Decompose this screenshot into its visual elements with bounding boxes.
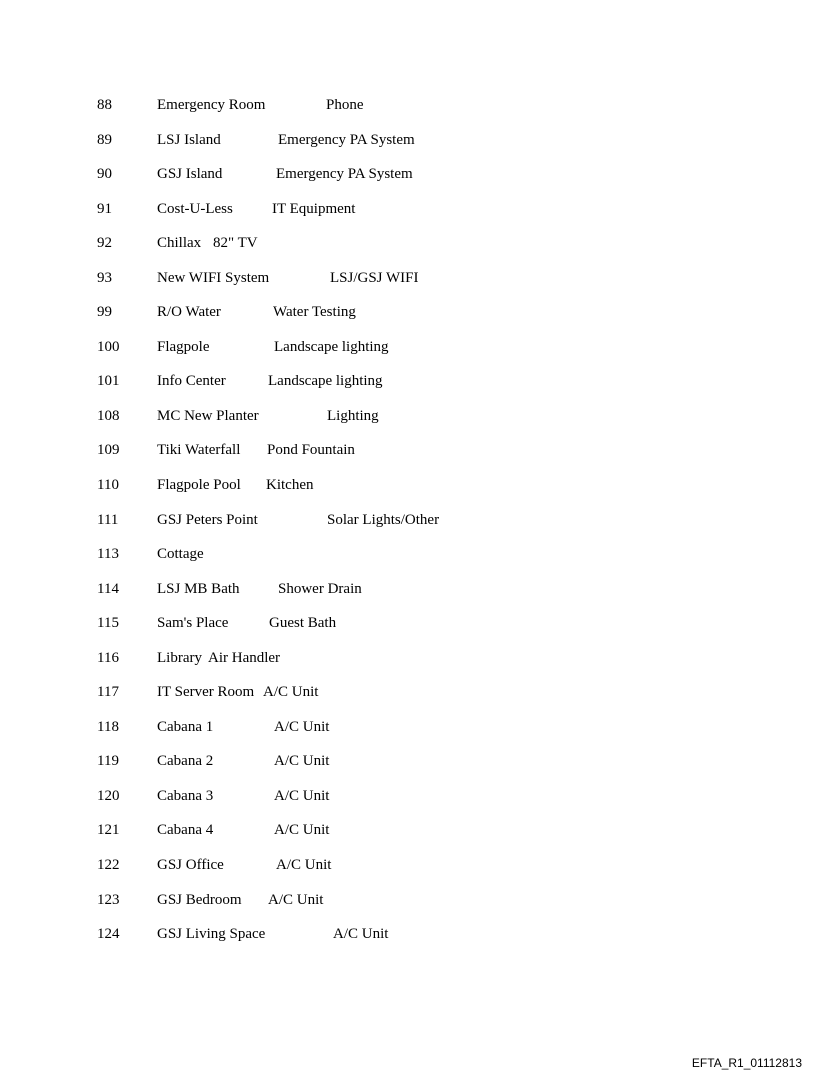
entry-item: Pond Fountain (267, 442, 355, 459)
entry-number: 114 (97, 580, 119, 597)
list-item (0, 613, 816, 648)
entry-item: Guest Bath (269, 615, 337, 632)
entry-number: 88 (97, 97, 112, 113)
entry-item: Solar Lights/Other (327, 511, 440, 528)
list-item (0, 648, 816, 683)
entry-location: Cabana 3 (157, 787, 214, 804)
entry-item: A/C Unit (276, 857, 332, 874)
entry-location: Cost-U-Less (157, 200, 233, 217)
entry-item: Emergency PA System (278, 131, 415, 148)
entry-location: Flagpole (157, 338, 210, 355)
entry-item: Water Testing (273, 304, 356, 321)
entry-location: Library (157, 649, 202, 666)
list-item (0, 682, 816, 717)
list-item (0, 786, 816, 821)
entry-number: 92 (97, 235, 112, 252)
entry-location: Chillax (157, 235, 202, 252)
entry-location: IT Server Room (157, 684, 255, 701)
entry-number: 113 (97, 546, 119, 563)
entry-number: 121 (97, 822, 120, 839)
entry-location: GSJ Office (157, 857, 224, 874)
entry-location: Cottage (157, 546, 204, 563)
list-item (0, 371, 816, 406)
entry-item: A/C Unit (274, 753, 330, 770)
entry-list (0, 95, 816, 959)
entry-location: Cabana 4 (157, 822, 214, 839)
entry-item: Air Handler (208, 649, 281, 666)
list-item (0, 475, 816, 510)
entry-item: Lighting (327, 407, 379, 424)
entry-number: 108 (97, 407, 120, 424)
entry-item: Landscape lighting (274, 338, 389, 355)
entry-location: GSJ Bedroom (157, 891, 242, 908)
entry-location: GSJ Island (157, 166, 223, 183)
entry-location: Emergency Room (157, 97, 266, 113)
entry-location: GSJ Peters Point (157, 511, 258, 528)
entry-number: 120 (97, 787, 120, 804)
entry-location: New WIFI System (157, 269, 270, 286)
list-item (0, 510, 816, 545)
list-item (0, 751, 816, 786)
entry-item: A/C Unit (274, 718, 330, 735)
entry-item: 82" TV (213, 235, 258, 252)
entry-item: A/C Unit (274, 787, 330, 804)
entry-number: 110 (97, 477, 119, 494)
entry-item: A/C Unit (268, 891, 324, 908)
list-item (0, 406, 816, 441)
list-item (0, 164, 816, 199)
entry-number: 101 (97, 373, 120, 390)
list-item (0, 440, 816, 475)
entry-location: Flagpole Pool (157, 477, 241, 494)
entry-number: 93 (97, 269, 112, 286)
entry-item: IT Equipment (272, 200, 356, 217)
entry-number: 117 (97, 684, 119, 701)
list-item (0, 95, 816, 130)
entry-location: LSJ Island (157, 131, 221, 148)
list-item (0, 337, 816, 372)
entry-number: 115 (97, 615, 119, 632)
entry-number: 109 (97, 442, 120, 459)
entry-location: Tiki Waterfall (157, 442, 241, 459)
list-item (0, 890, 816, 925)
entry-location: MC New Planter (157, 407, 259, 424)
entry-location: GSJ Living Space (157, 926, 266, 943)
document-id: EFTA_R1_01112813 (691, 1056, 802, 1070)
entry-number: 100 (97, 338, 120, 355)
entry-location: Info Center (157, 373, 226, 390)
entry-item: A/C Unit (274, 822, 330, 839)
list-item (0, 924, 816, 959)
entry-number: 90 (97, 166, 112, 183)
list-item (0, 233, 816, 268)
entry-location: LSJ MB Bath (157, 580, 240, 597)
entry-number: 118 (97, 718, 119, 735)
entry-number: 119 (97, 753, 119, 770)
entry-number: 89 (97, 131, 112, 148)
entry-item: LSJ/GSJ WIFI (330, 269, 419, 286)
entry-number: 99 (97, 304, 112, 321)
list-item (0, 544, 816, 579)
entry-item: Phone (326, 97, 364, 113)
entry-number: 111 (97, 511, 119, 528)
entry-number: 123 (97, 891, 120, 908)
list-item (0, 855, 816, 890)
entry-location: Sam's Place (157, 615, 229, 632)
list-item (0, 130, 816, 165)
list-item (0, 302, 816, 337)
entry-item: A/C Unit (263, 684, 319, 701)
entry-item: Shower Drain (278, 580, 362, 597)
entry-item: Landscape lighting (268, 373, 383, 390)
entry-location: R/O Water (157, 304, 221, 321)
list-item (0, 579, 816, 614)
entry-item: A/C Unit (333, 926, 389, 943)
entry-number: 91 (97, 200, 112, 217)
entry-number: 116 (97, 649, 119, 666)
list-item (0, 199, 816, 234)
entry-item: Kitchen (266, 477, 314, 494)
entry-number: 124 (97, 926, 120, 943)
entry-location: Cabana 2 (157, 753, 214, 770)
list-item (0, 820, 816, 855)
list-item (0, 268, 816, 303)
list-item (0, 717, 816, 752)
entry-item: Emergency PA System (276, 166, 413, 183)
entry-number: 122 (97, 857, 120, 874)
entry-location: Cabana 1 (157, 718, 214, 735)
